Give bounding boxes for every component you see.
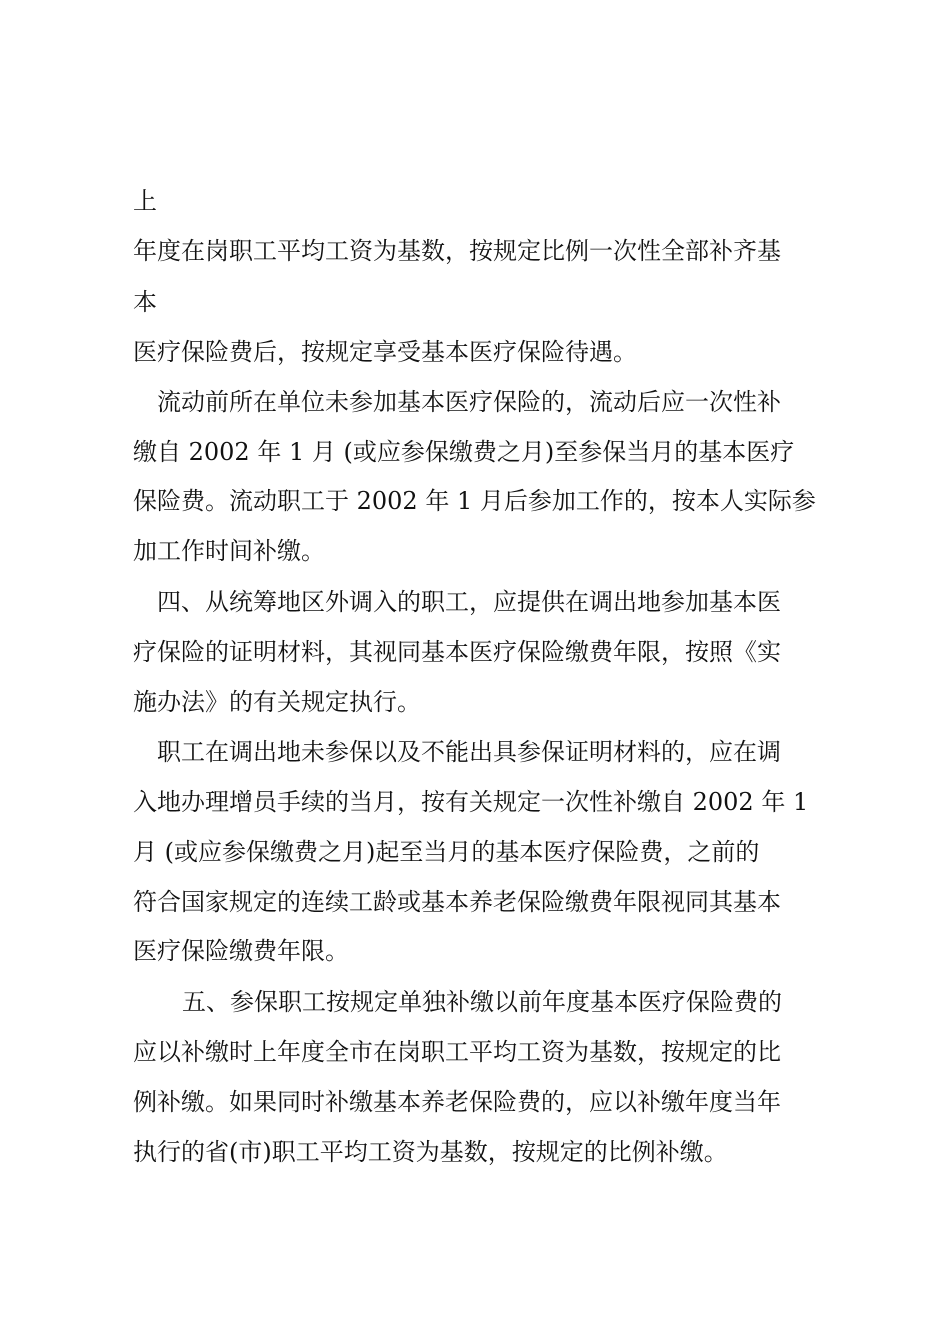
text-line: 疗保险的证明材料，其视同基本医疗保险缴费年限，按照《实 [133, 638, 781, 666]
text-line: 流动前所在单位未参加基本医疗保险的，流动后应一次性补 [157, 388, 781, 416]
text-line: 四、从统筹地区外调入的职工，应提供在调出地参加基本医 [157, 588, 781, 616]
text-line: 入地办理增员手续的当月，按有关规定一次性补缴自 2002 年 1 [133, 788, 809, 816]
text-line: 执行的省(市)职工平均工资为基数，按规定的比例补缴。 [133, 1138, 728, 1166]
text-line: 加工作时间补缴。 [133, 537, 325, 565]
text-line: 职工在调出地未参保以及不能出具参保证明材料的，应在调 [157, 738, 781, 766]
text-line: 例补缴。如果同时补缴基本养老保险费的，应以补缴年度当年 [133, 1088, 781, 1116]
text-line: 医疗保险费后，按规定享受基本医疗保险待遇。 [133, 338, 637, 366]
text-line: 符合国家规定的连续工龄或基本养老保险缴费年限视同其基本 [133, 888, 781, 916]
text-line: 应以补缴时上年度全市在岗职工平均工资为基数，按规定的比 [133, 1038, 781, 1066]
text-line: 五、参保职工按规定单独补缴以前年度基本医疗保险费的 [182, 988, 782, 1016]
text-line: 月 (或应参保缴费之月)起至当月的基本医疗保险费，之前的 [133, 838, 760, 866]
text-line: 施办法》的有关规定执行。 [133, 688, 421, 716]
text-line: 本 [133, 288, 157, 316]
text-line: 保险费。流动职工于 2002 年 1 月后参加工作的，按本人实际参 [133, 487, 816, 515]
text-line: 上 [133, 187, 157, 215]
text-line: 年度在岗职工平均工资为基数，按规定比例一次性全部补齐基 [133, 237, 781, 265]
text-line: 缴自 2002 年 1 月 (或应参保缴费之月)至参保当月的基本医疗 [133, 438, 795, 466]
text-line: 医疗保险缴费年限。 [133, 937, 349, 965]
